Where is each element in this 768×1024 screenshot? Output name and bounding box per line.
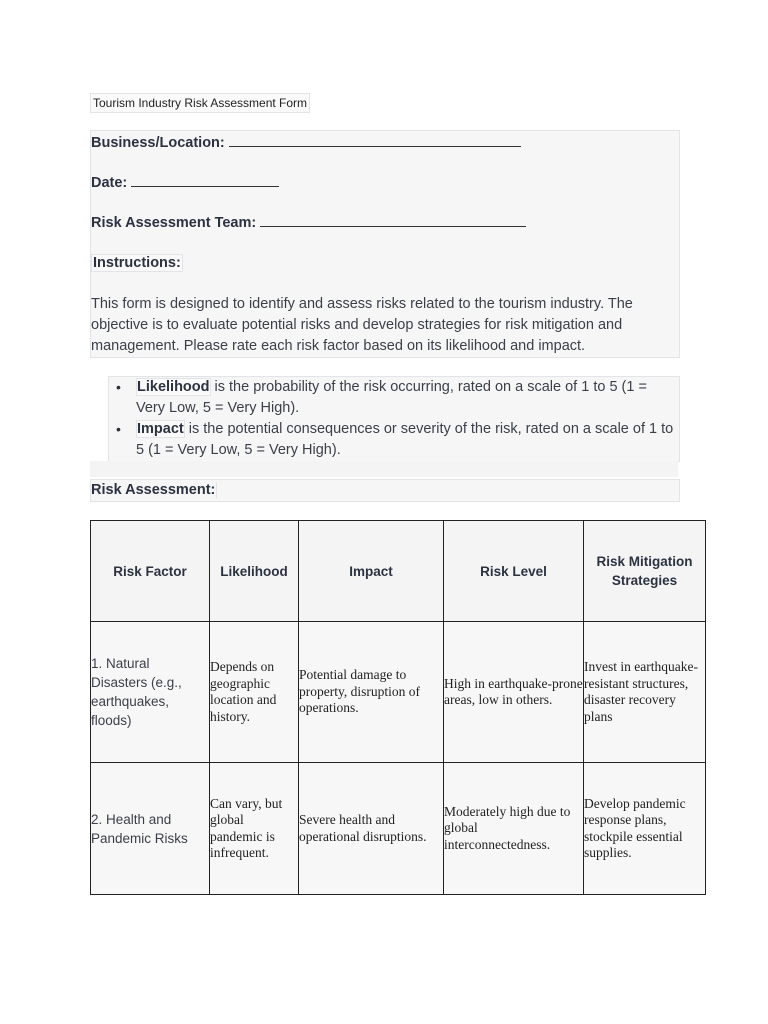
header-risk-factor: Risk Factor (91, 521, 210, 622)
document-title: Tourism Industry Risk Assessment Form (90, 93, 310, 113)
table-row (91, 622, 706, 763)
risk-assessment-heading (90, 479, 680, 502)
cell-risk-factor: 2. Health and Pandemic Risks (91, 763, 210, 895)
impact-definition: is the potential consequences or severity of the risk, rated on a scale of 1 to 5 (1 = Very Low, 5 = Very High). (136, 421, 674, 458)
date-blank[interactable] (131, 174, 279, 187)
cell-risk-level: Moderately high due to global interconnectedness. (444, 763, 584, 895)
table-row (91, 763, 706, 895)
risk-assessment-heading-text: Risk Assessment: (91, 482, 216, 498)
intro-paragraph: This form is designed to identify and assess risks related to the tourism industry. The objective is to evaluate potential risks and develop strategies for risk mitigation and management. Please rate each risk factor based on its likelihood and impact. (91, 296, 633, 354)
list-item (109, 377, 679, 419)
date-field[interactable] (91, 174, 279, 191)
date-label: Date: (91, 175, 128, 191)
header-mitigation: Risk Mitigation Strategies (584, 521, 706, 622)
rating-definitions-list (108, 376, 680, 462)
business-location-blank[interactable] (229, 134, 521, 147)
team-field[interactable] (91, 214, 526, 231)
instructions-label: Instructions: (93, 255, 181, 271)
risk-assessment-table (90, 520, 706, 895)
cell-mitigation: Invest in earthquake-resistant structures, disaster recovery plans (584, 622, 706, 763)
cell-mitigation: Develop pandemic response plans, stockpile essential supplies. (584, 763, 706, 895)
team-blank[interactable] (260, 214, 526, 227)
cell-impact: Potential damage to property, disruption of operations. (299, 622, 444, 763)
header-risk-level: Risk Level (444, 521, 584, 622)
cell-likelihood: Can vary, but global pandemic is infrequent. (210, 763, 299, 895)
form-header-block (90, 130, 680, 358)
business-location-field[interactable] (91, 134, 521, 151)
cell-risk-level: High in earthquake-prone areas, low in others. (444, 622, 584, 763)
team-label: Risk Assessment Team: (91, 215, 257, 231)
cell-risk-factor: 1. Natural Disasters (e.g., earthquakes, floods) (91, 622, 210, 763)
likelihood-definition: is the probability of the risk occurring, rated on a scale of 1 to 5 (1 = Very Low, 5 = Very High). (136, 379, 647, 416)
impact-term: Impact (137, 421, 184, 437)
header-impact: Impact (299, 521, 444, 622)
likelihood-term: Likelihood (137, 379, 210, 395)
divider-strip (90, 461, 678, 477)
list-item (109, 419, 679, 461)
table-header-row (91, 521, 706, 622)
cell-impact: Severe health and operational disruptions. (299, 763, 444, 895)
business-location-label: Business/Location: (91, 135, 225, 151)
cell-likelihood: Depends on geographic location and history. (210, 622, 299, 763)
header-likelihood: Likelihood (210, 521, 299, 622)
